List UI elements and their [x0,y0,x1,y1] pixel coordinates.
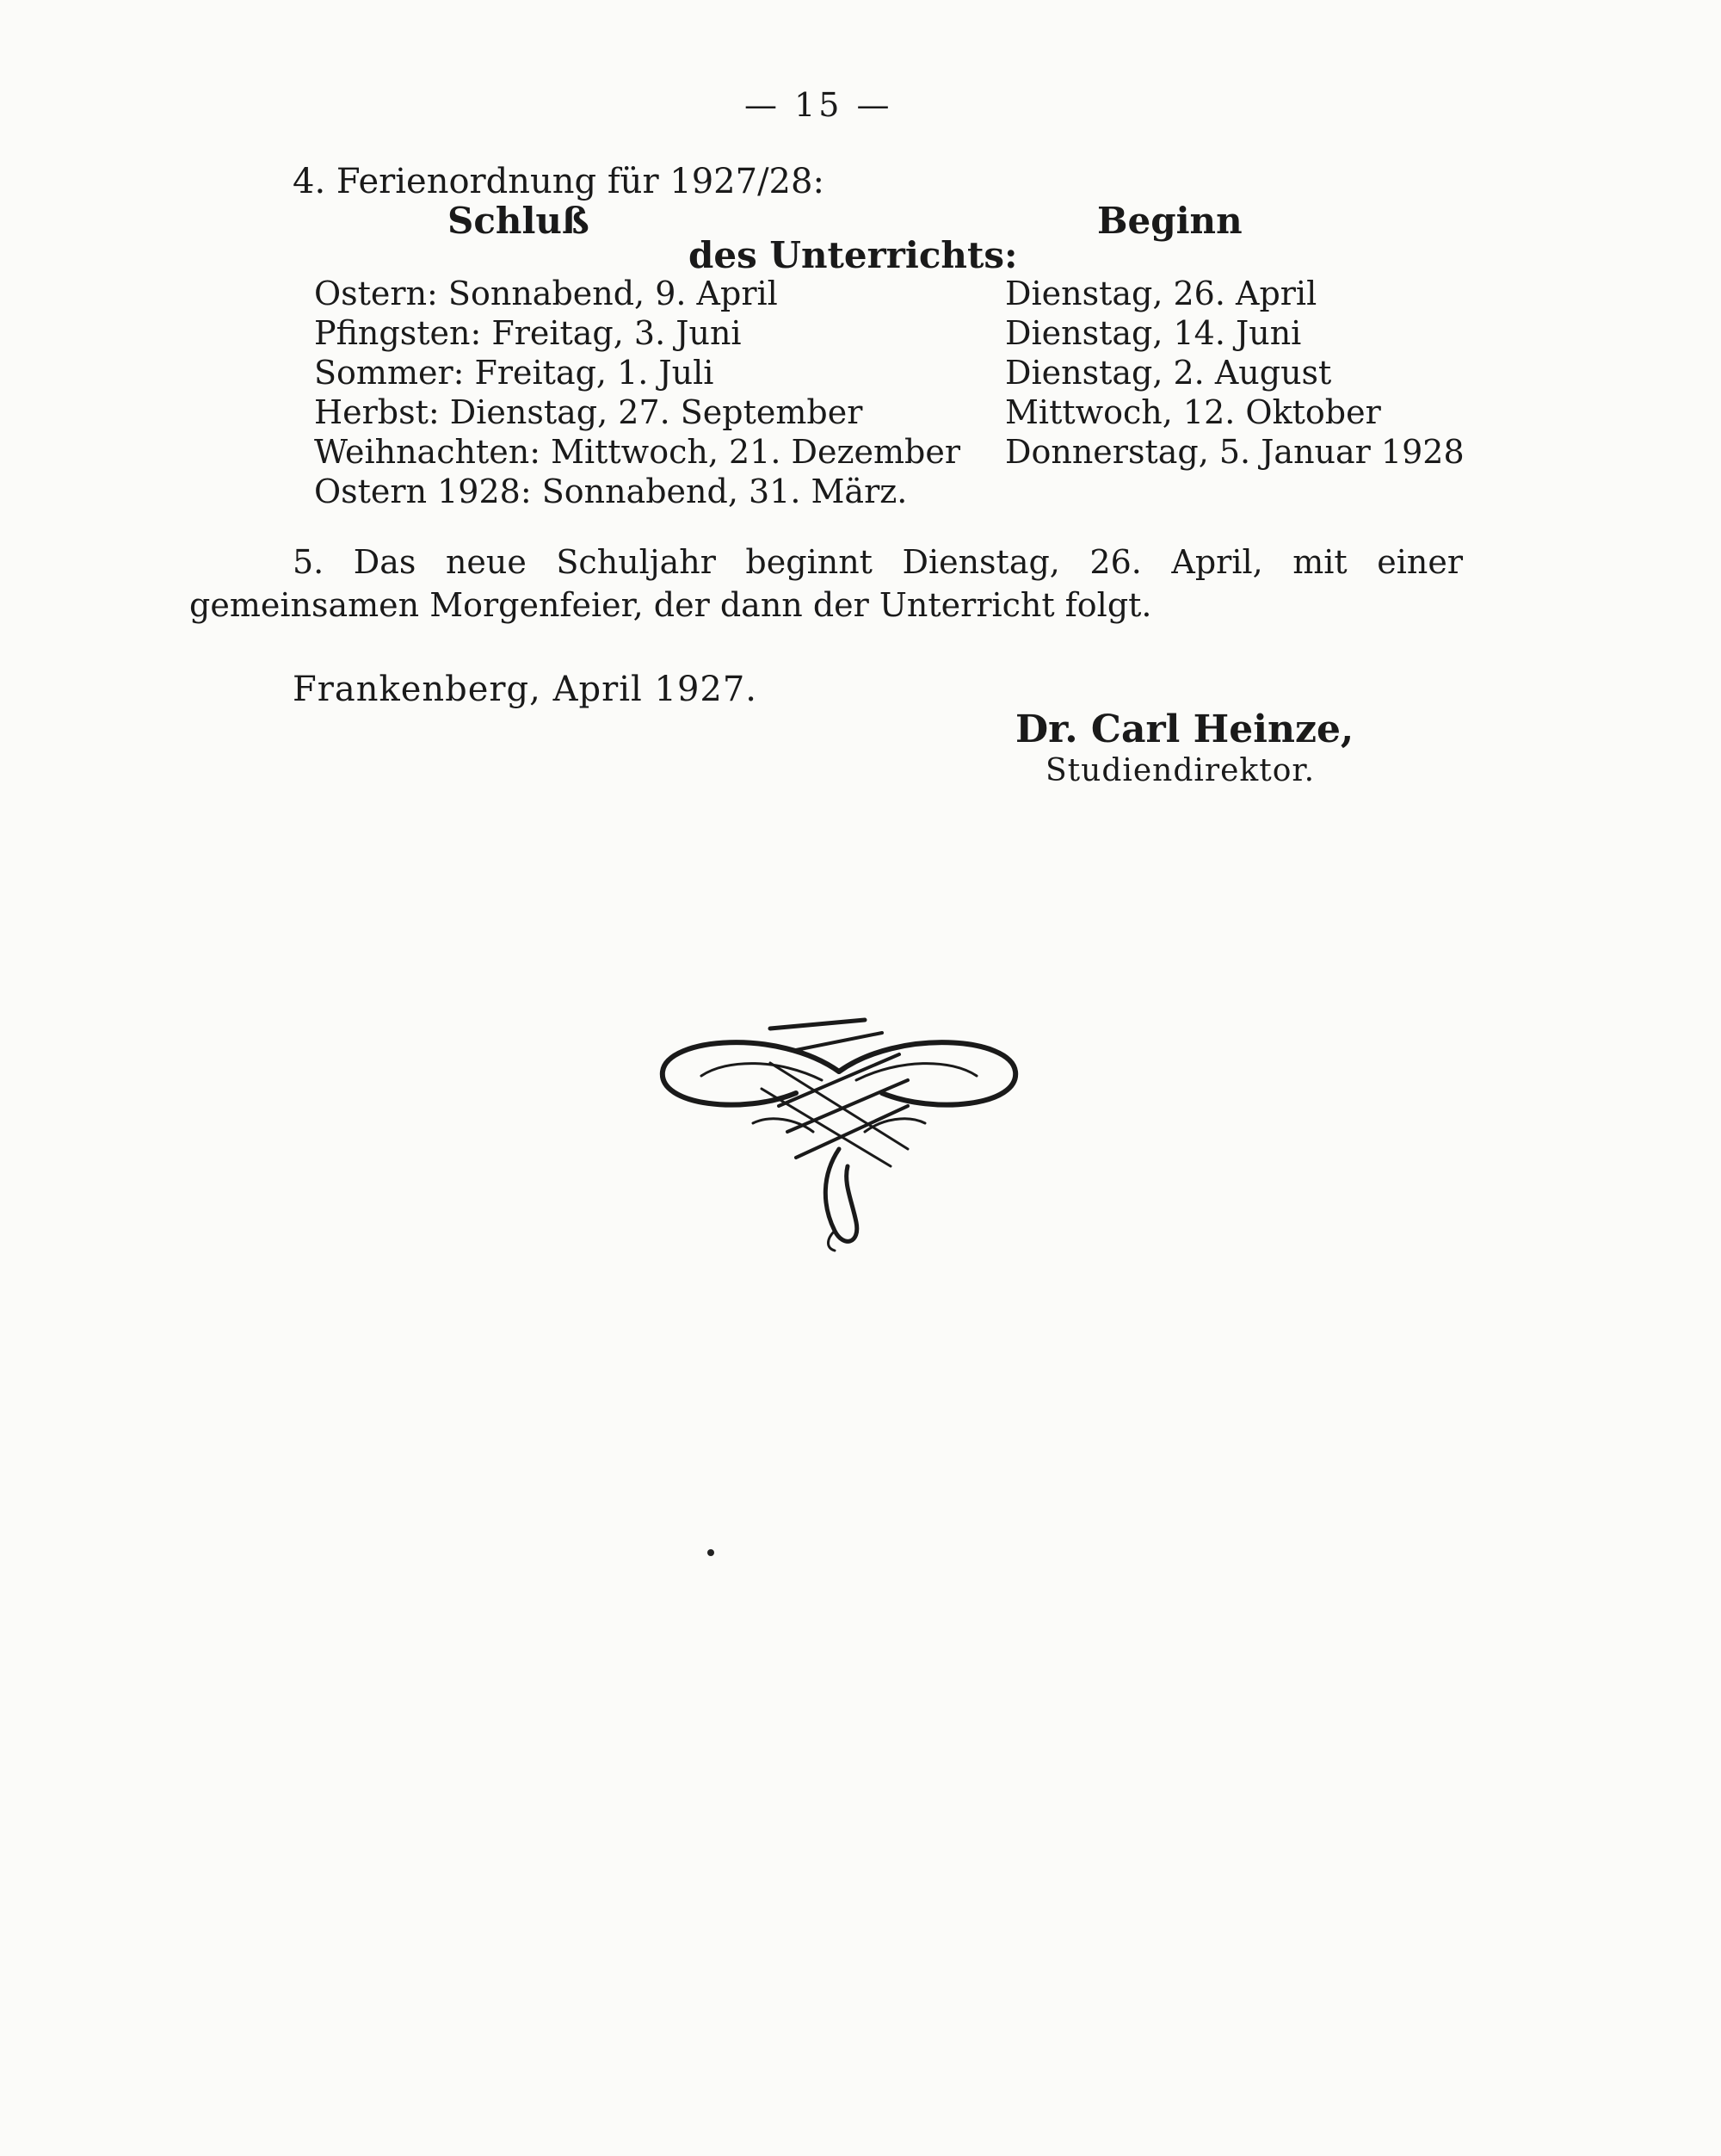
section-5-paragraph: 5. Das neue Schuljahr beginnt Dienstag, 26. April, mit einer gemeinsamen Morgenfeier, der dann der Unterricht folgt. [189,543,1463,624]
holiday-start-row: Dienstag, 14. Juni [1005,314,1302,352]
page-number: — 15 — [744,86,893,124]
holiday-start-row: Dienstag, 2. August [1005,354,1332,392]
holiday-end-row: Herbst: Dienstag, 27. September [314,393,863,431]
holiday-start-row: Mittwoch, 12. Oktober [1005,393,1381,431]
column-header-start: Beginn [1097,200,1243,242]
holiday-start-column [1005,274,1465,472]
signature-title: Studiendirektor. [1046,753,1316,788]
signature-name: Dr. Carl Heinze, [1015,707,1354,751]
holiday-end-column [314,274,960,511]
place-date: Frankenberg, April 1927. [293,670,758,709]
column-header-lessons: des Unterrichts: [688,234,1018,276]
calligraphic-flourish-icon [650,1011,1028,1252]
column-header-end: Schluß [447,200,589,242]
holiday-end-row: Ostern 1928: Sonnabend, 31. März. [314,473,908,510]
holiday-end-row: Pfingsten: Freitag, 3. Juni [314,314,742,352]
section-4-heading: 4. Ferienordnung für 1927/28: [293,162,824,201]
holiday-start-row: Donnerstag, 5. Januar 1928 [1005,433,1465,471]
ink-speck [707,1549,714,1556]
holiday-end-row: Ostern: Sonnabend, 9. April [314,275,778,312]
holiday-end-row: Weihnachten: Mittwoch, 21. Dezember [314,433,960,471]
holiday-end-row: Sommer: Freitag, 1. Juli [314,354,714,392]
holiday-start-row: Dienstag, 26. April [1005,275,1317,312]
